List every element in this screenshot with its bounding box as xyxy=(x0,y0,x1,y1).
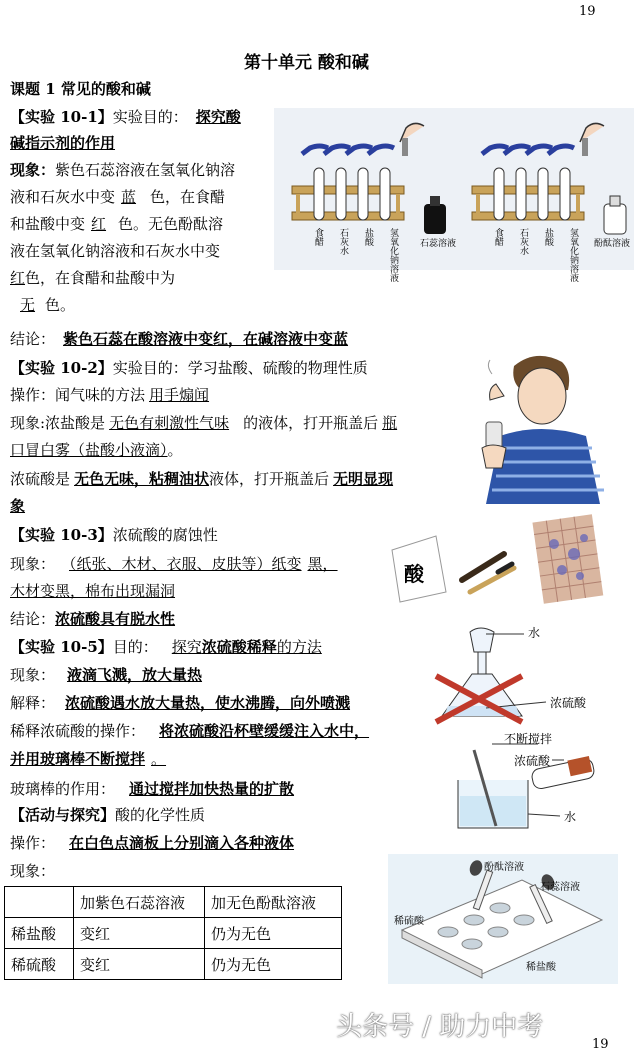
exp1-purpose-b: 碱指示剂的作用 xyxy=(10,134,116,152)
left-rack xyxy=(292,123,446,234)
exp5-dil-line2 xyxy=(10,746,166,772)
exp3-phen-c: 木材变黑，棉布出现漏洞 xyxy=(10,582,176,600)
boy-smelling-figure xyxy=(452,344,630,504)
exp2-h2so4-b: 无色无味，粘稠油状 xyxy=(74,470,210,488)
exp5-purpose-c: 的方法 xyxy=(276,638,322,656)
wrong-dilution-figure xyxy=(428,614,634,726)
activity-head: 【活动与探究】 xyxy=(10,806,116,824)
table-header-cell xyxy=(5,887,74,918)
exp1-line1 xyxy=(10,157,235,183)
exp2-h2so4-a: 浓硫酸是 xyxy=(10,470,71,488)
exp3-phen-b: 黑， xyxy=(307,555,338,573)
exp1-line2 xyxy=(10,184,225,210)
table-header-cell: 加紫色石蕊溶液 xyxy=(74,887,205,918)
tube-label: 盐酸 xyxy=(543,228,553,246)
exp3-phen-label: 现象： xyxy=(10,555,56,573)
table-cell: 稀盐酸 xyxy=(5,918,74,949)
exp2-phen-c: 瓶 xyxy=(382,414,398,432)
exp2-phen-a: 无色有刺激性气味 xyxy=(109,414,230,432)
exp5-dil-label: 稀释浓硫酸的操作： xyxy=(10,722,146,740)
exp2-op: 用手煽闻 xyxy=(149,386,210,404)
exp3-phen-a: （纸张、木材、衣服、皮肤等）纸变 xyxy=(69,555,302,573)
exp1-purpose-label: 实验目的： xyxy=(112,108,188,126)
exp1-line4: 液在氢氧化钠溶液和石灰水中变 xyxy=(10,242,221,260)
exp2-purpose-line xyxy=(10,355,368,381)
right-tube-labels xyxy=(492,228,592,282)
exp3-purpose-line xyxy=(10,522,218,548)
exp3-head: 【实验 10-3】 xyxy=(10,526,113,544)
exp1-l3a: 和盐酸中变 xyxy=(10,215,86,233)
exp1-l2b: 蓝 xyxy=(121,188,137,206)
exp5-phen-line xyxy=(10,662,202,688)
exp1-line5 xyxy=(10,265,175,291)
unit-title: 第十单元 酸和碱 xyxy=(244,53,369,73)
fig-phenol: 酚酞溶液 xyxy=(484,862,524,873)
exp2-head: 【实验 10-2】 xyxy=(10,359,113,377)
exp5-expl: 浓硫酸遇水放大量热，使水沸腾，向外喷溅 xyxy=(65,694,351,712)
indicator-figure xyxy=(274,108,634,282)
exp1-l6a: 无 xyxy=(20,296,36,314)
boy-illustration xyxy=(452,344,630,504)
right-rack xyxy=(472,123,626,234)
tube-label: 盐酸 xyxy=(363,228,373,246)
exp5-purpose-label: 目的： xyxy=(112,638,158,656)
page-number-top: 19 xyxy=(579,4,596,19)
exp5-phen-label: 现象： xyxy=(10,666,56,684)
exp5-rod-label: 玻璃棒的作用： xyxy=(10,780,116,798)
fig-water2: 水 xyxy=(564,810,577,824)
fig-litmus: 石蕊溶液 xyxy=(540,882,580,893)
exp5-dil-b: 并用玻璃棒不断搅拌 xyxy=(10,750,146,768)
tube-label: 食醋 xyxy=(313,228,323,246)
exp1-line6 xyxy=(10,292,75,318)
table-header-cell: 加无色酚酞溶液 xyxy=(205,887,342,918)
exp5-rod: 通过搅拌加快热量的扩散 xyxy=(129,780,295,798)
exp1-purpose-line xyxy=(10,104,241,130)
table-row xyxy=(5,949,342,980)
table-cell: 仍为无色 xyxy=(205,918,342,949)
spot-plate-figure xyxy=(388,854,618,984)
correct-dilution-figure xyxy=(452,730,634,834)
exp3-phen-line xyxy=(10,551,344,577)
exp1-l2c: 色，在食醋 xyxy=(150,188,226,206)
lesson-title: 课题 1 常见的酸和碱 xyxy=(10,80,151,98)
corrosion-illustration xyxy=(388,510,628,610)
left-tube-labels xyxy=(312,228,412,282)
exp3-concl-label: 结论： xyxy=(10,610,56,628)
exp2-op-line xyxy=(10,382,209,408)
activity-op-label: 操作： xyxy=(10,834,56,852)
exp2-phen-b: 的液体，打开瓶盖后 xyxy=(243,414,379,432)
exp1-conclusion xyxy=(10,326,348,352)
exp1-l3b: 红 xyxy=(91,215,107,233)
exp2-h2so4-c: 液体，打开瓶盖后 xyxy=(209,470,330,488)
exp5-phen: 液滴飞溅，放大量热 xyxy=(67,666,203,684)
table-cell: 仍为无色 xyxy=(205,949,342,980)
exp5-dil-c: 。 xyxy=(151,750,167,768)
litmus-bottle-label: 石蕊溶液 xyxy=(420,239,457,249)
exp1-l2a: 液和石灰水中变 xyxy=(10,188,116,206)
exp2-phen-e: 。 xyxy=(167,441,183,459)
exp2-phen-label: 现象:浓盐酸是 xyxy=(10,414,106,432)
exp1-l5a: 红 xyxy=(10,269,26,287)
exp1-l3c: 色。无色酚酞溶 xyxy=(118,215,224,233)
exp3-conclusion xyxy=(10,606,175,632)
fig-hcl: 稀盐酸 xyxy=(526,962,556,973)
table-cell: 变红 xyxy=(74,949,205,980)
fig-h2so4: 稀硫酸 xyxy=(394,916,424,927)
table-cell: 变红 xyxy=(74,918,205,949)
exp5-expl-line xyxy=(10,690,350,716)
activity-phen-label: 现象： xyxy=(10,862,56,880)
tube-label: 氢氧化钠溶液 xyxy=(568,228,578,282)
fig-acid1: 浓硫酸 xyxy=(550,696,587,710)
exp5-purpose-b: 浓硫酸稀释 xyxy=(201,638,277,656)
tube-label: 石灰水 xyxy=(338,228,348,255)
exp5-dil-line xyxy=(10,718,369,744)
phenol-bottle-label: 酚酞溶液 xyxy=(594,239,631,249)
exp2-h2so4-d: 无明显现 xyxy=(333,470,394,488)
exp3-concl: 浓硫酸具有脱水性 xyxy=(55,610,176,628)
fig-stir: 不断搅拌 xyxy=(504,732,553,746)
exp2-h2so4-line xyxy=(10,466,393,492)
exp5-purpose-a: 探究 xyxy=(171,638,202,656)
exp2-op-label: 操作：闻气味的方法 xyxy=(10,386,146,404)
tube-label: 氢氧化钠溶液 xyxy=(388,228,398,282)
table-row xyxy=(5,918,342,949)
activity-purpose: 酸的化学性质 xyxy=(115,806,206,824)
watermark: 头条号 / 助力中考 xyxy=(336,1012,544,1042)
exp1-head: 【实验 10-1】 xyxy=(10,108,113,126)
exp5-dil-a: 将浓硫酸沿杯壁缓缓注入水中， xyxy=(159,722,370,740)
activity-op-line xyxy=(10,830,294,856)
table-header-row xyxy=(5,887,342,918)
acid-paper-char: 酸 xyxy=(404,562,424,586)
exp1-l1: 紫色石蕊溶液在氢氧化钠溶 xyxy=(55,161,236,179)
results-table xyxy=(4,886,342,980)
page-number-bottom: 19 xyxy=(592,1037,609,1052)
exp3-purpose: 浓硫酸的腐蚀性 xyxy=(112,526,218,544)
exp5-expl-label: 解释： xyxy=(10,694,56,712)
exp1-l6b: 色。 xyxy=(45,296,76,314)
activity-op: 在白色点滴板上分别滴入各种液体 xyxy=(69,834,295,852)
tube-label: 食醋 xyxy=(493,228,503,246)
exp2-phen-line2 xyxy=(10,437,183,463)
exp1-line3 xyxy=(10,211,223,237)
fig-acid2: 浓硫酸 xyxy=(514,754,551,768)
exp2-phen-d: 口冒白雾（盐酸小液滴） xyxy=(10,441,168,459)
tube-label: 石灰水 xyxy=(518,228,528,255)
corrosion-figure xyxy=(388,510,628,610)
exp1-phen-label: 现象： xyxy=(10,161,56,179)
exp5-rod-line xyxy=(10,776,294,802)
exp1-purpose-a: 探究酸 xyxy=(195,108,241,126)
exp5-head: 【实验 10-5】 xyxy=(10,638,113,656)
exp1-concl: 紫色石蕊在酸溶液中变红，在碱溶液中变蓝 xyxy=(63,330,349,348)
exp1-concl-label: 结论： xyxy=(10,330,56,348)
activity-purpose-line xyxy=(10,802,205,828)
exp5-purpose-line xyxy=(10,634,322,660)
table-cell: 稀硫酸 xyxy=(5,949,74,980)
exp2-purpose: 实验目的：学习盐酸、硫酸的物理性质 xyxy=(112,359,368,377)
fig-water1: 水 xyxy=(528,626,541,640)
exp2-h2so4-e: 象 xyxy=(10,497,26,515)
exp2-phen-line xyxy=(10,410,397,436)
exp1-l5b: 色，在食醋和盐酸中为 xyxy=(25,269,176,287)
